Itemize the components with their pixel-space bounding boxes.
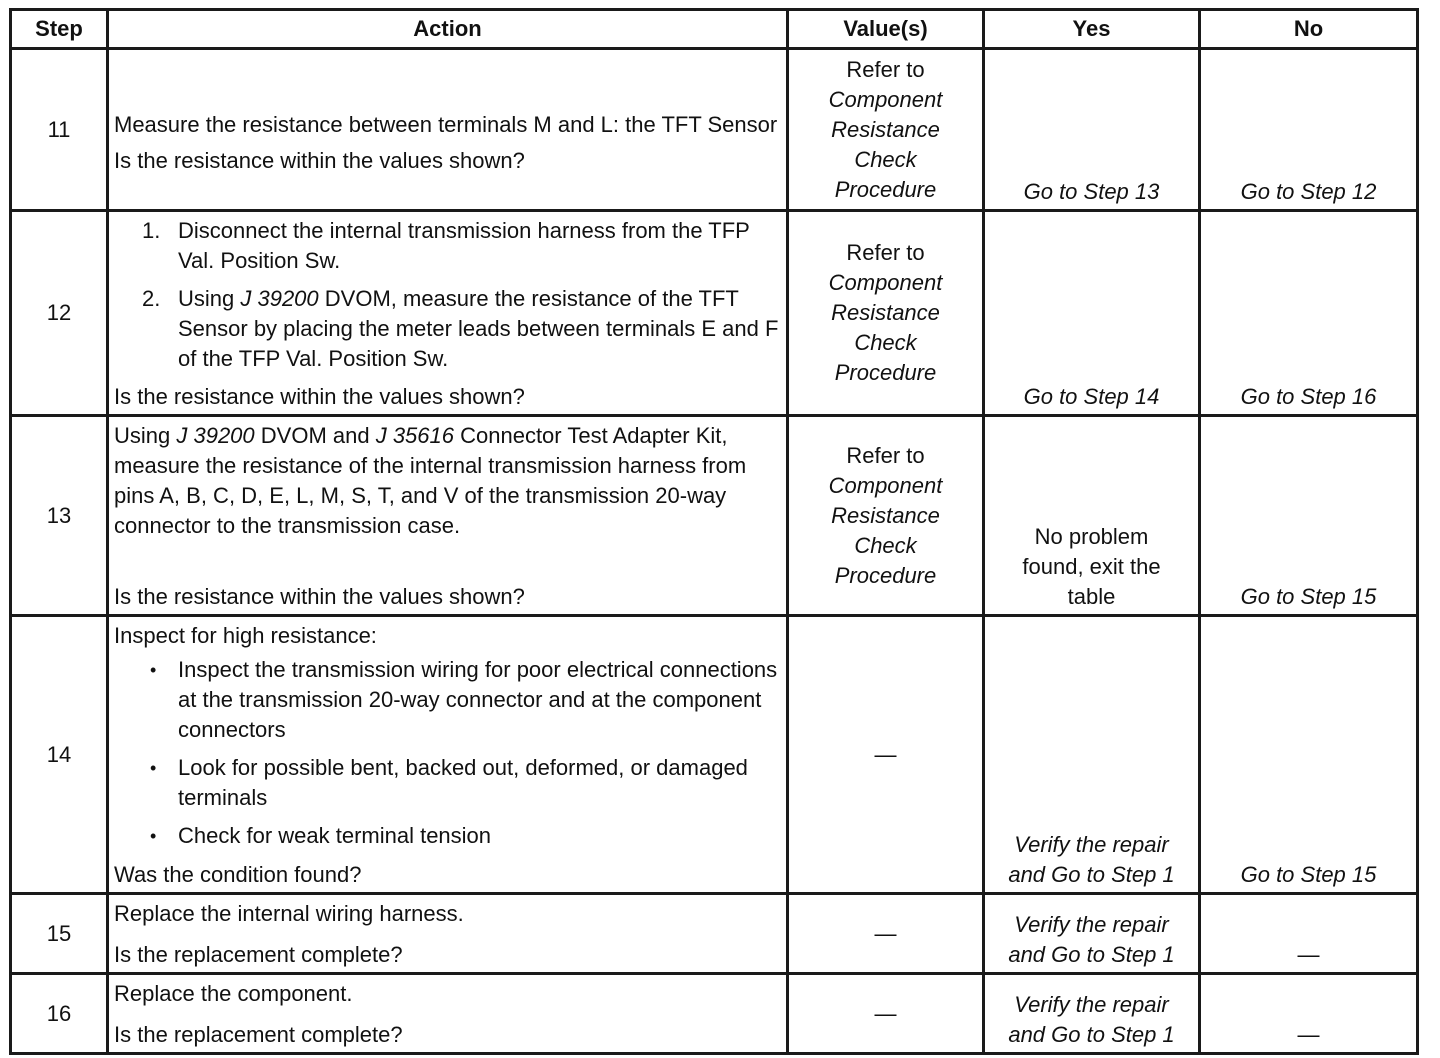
table-row [11,211,1418,416]
action-text-part: Connector Test Adapter Kit, measure the resistance of the internal transmission harness from pins A, B, C, D, E, L, M, S, T, and V of the transmission 20-way connector to the transmission case. [114,423,747,538]
col-header-values: Value(s) [788,10,984,49]
yes-cell: Go to Step 13 [984,49,1200,211]
no-cell: Go to Step 12 [1200,49,1418,211]
procedure-list [114,216,780,382]
bullet-glyph: • [150,660,157,680]
step-number: 13 [11,416,108,616]
no-cell: Go to Step 16 [1200,211,1418,416]
bullet-list [114,655,780,859]
step-number: 14 [11,616,108,894]
action-text [114,421,780,541]
value-cell: — [788,894,984,974]
diagnostic-table [9,8,1419,1055]
list-item [114,655,780,745]
action-question: Is the replacement complete? [114,1022,403,1047]
bullet-glyph: • [150,826,157,846]
step-number: 15 [11,894,108,974]
yes-cell: Verify the repair and Go to Step 1 [984,894,1200,974]
step-number: 16 [11,974,108,1054]
table-row [11,894,1418,974]
action-question: Was the condition found? [114,862,362,887]
no-cell: Go to Step 15 [1200,616,1418,894]
value-cell: — [788,616,984,894]
value-cell: — [788,974,984,1054]
value-reference: Component Resistance Check Procedure [828,472,943,588]
header-row [11,10,1418,49]
action-text: Replace the internal wiring harness. [114,901,464,926]
tool-reference: J 39200 [176,423,255,448]
col-header-step: Step [11,10,108,49]
value-prefix: Refer to [846,442,925,468]
action-text-part: DVOM and [254,423,376,448]
action-cell [108,974,788,1054]
list-text: Inspect the transmission wiring for poor electrical connections at the transmission 20-way connector and at the component connectors [178,657,778,742]
value-reference: Component Resistance Check Procedure [828,86,943,202]
col-header-no: No [1200,10,1418,49]
action-cell [108,49,788,211]
list-item [114,821,780,851]
action-cell [108,416,788,616]
value-cell [788,416,984,616]
no-cell: — [1200,894,1418,974]
yes-cell: No problem found, exit the table [984,416,1200,616]
action-question: Is the resistance within the values shown? [114,148,525,173]
list-text: Check for weak terminal tension [178,823,492,848]
action-question: Is the replacement complete? [114,942,403,967]
yes-cell: Go to Step 14 [984,211,1200,416]
tool-reference: J 39200 [240,286,319,311]
yes-cell: Verify the repair and Go to Step 1 [984,616,1200,894]
action-text: Measure the resistance between terminals M and L: the TFT Sensor [114,112,778,137]
list-item: 2. Using J 39200 DVOM, measure the resistance of the TFT Sensor by placing the meter leads between terminals E and F of the TFP Val. Position Sw. [142,286,779,371]
list-text: DVOM, measure the resistance of the TFT Sensor by placing the meter leads between terminals E and F of the TFP Val. Position Sw. [178,286,779,371]
value-prefix: Refer to [846,56,925,82]
no-cell: — [1200,974,1418,1054]
value-cell [788,211,984,416]
list-text: Look for possible bent, backed out, deformed, or damaged terminals [178,755,748,810]
action-cell [108,616,788,894]
action-text-part: Using [114,423,177,448]
action-cell [108,211,788,416]
list-text: Disconnect the internal transmission harness from the TFP Val. Position Sw. [178,218,750,273]
table-row [11,416,1418,616]
table-row [11,974,1418,1054]
action-question: Is the resistance within the values shown? [114,384,525,409]
list-item [114,216,780,276]
table-row [11,616,1418,894]
action-text: Replace the component. [114,981,353,1006]
action-cell [108,894,788,974]
action-question: Is the resistance within the values shown? [114,584,525,609]
list-number: 2. [142,286,161,311]
action-intro: Inspect for high resistance: [114,623,377,648]
step-number: 11 [11,49,108,211]
col-header-action: Action [108,10,788,49]
list-item [114,753,780,813]
tool-reference: J 35616 [375,423,454,448]
no-cell: Go to Step 15 [1200,416,1418,616]
list-number: 1. [142,218,161,243]
step-number: 12 [11,211,108,416]
col-header-yes: Yes [984,10,1200,49]
table-row [11,49,1418,211]
value-prefix: Refer to [846,240,925,265]
value-reference: Component Resistance Check Procedure [828,270,943,385]
value-cell [788,49,984,211]
bullet-glyph: • [150,758,157,778]
yes-cell: Verify the repair and Go to Step 1 [984,974,1200,1054]
